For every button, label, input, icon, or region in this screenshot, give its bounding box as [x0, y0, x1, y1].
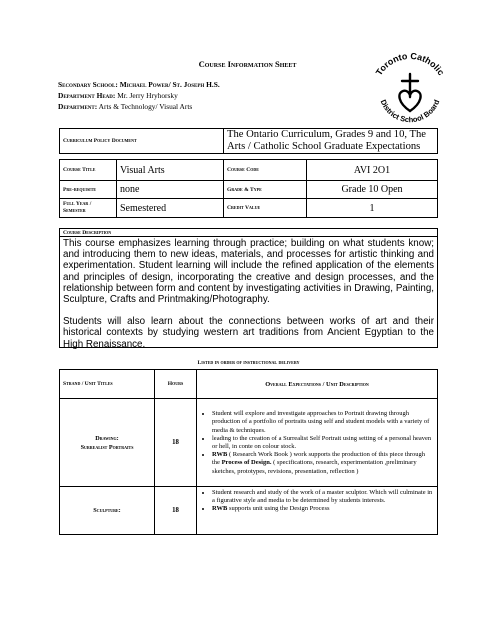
unit-title-drawing: [60, 399, 155, 487]
course-description-label: Course Description: [63, 230, 112, 236]
units-table: [59, 369, 438, 535]
course-description-p2: Students will also learn about the connections between works of art and their historical contexts by studying western art traditions from Ancient Egyptian to the High Renaissance.: [63, 316, 434, 350]
prereq-label: Pre-requisite: [60, 181, 117, 199]
logo-text-bottom: District School Board: [378, 98, 442, 125]
tcdsb-logo: [370, 49, 450, 133]
unit-title-sculpture-line1: Sculpture:: [93, 507, 121, 514]
school-label: Secondary School:: [58, 80, 118, 89]
department-value: Arts & Technology/ Visual Arts: [98, 102, 193, 111]
department-head-value: Mr. Jerry Hryhorsky: [117, 91, 178, 100]
prereq-value: none: [117, 181, 224, 199]
unit-title-sculpture: [60, 487, 155, 535]
hours-col-header: Hours: [155, 370, 197, 399]
unit-desc-sculpture: [197, 487, 438, 535]
bullet-item-rwb: • RWB supports unit using the Design Process: [212, 505, 434, 513]
unit-desc-drawing: [197, 399, 438, 487]
school-line: [58, 79, 220, 90]
course-description-box: [59, 228, 438, 348]
page-title: Course Information Sheet: [198, 59, 297, 69]
unit-hours-sculpture: 18: [155, 487, 197, 535]
bullet-item-rwb: • RWB ( Research Work Book ) work supports the production of this piece through the Process of Design. ( specifications, research, experimentation ,preliminary sketches, prototypes, revisions, presentation, reflection ): [212, 451, 434, 476]
course-title-label: Course Title: [60, 160, 117, 181]
year-semester-value: Semestered: [117, 199, 224, 218]
course-description-p1: This course emphasizes learning through practice; building on what students know; and introducing them to new ideas, materials, and processes for artistic thinking and experimentation. Student learning will include the refined application of the elements and principles of design, incorporating the creative and design processes, and the relationship between form and content by investigating activities in Drawing, Painting, Sculpture, Crafts and Printmaking/Photography.: [60, 236, 437, 305]
grade-type-label: Grade & Type: [224, 181, 307, 199]
course-info-table: [59, 128, 438, 218]
curriculum-value: The Ontario Curriculum, Grades 9 and 10, The Arts / Catholic School Graduate Expectations: [224, 129, 438, 154]
course-code-value: AVI 2O1: [307, 160, 438, 181]
logo-text-top: Toronto Catholic: [373, 50, 447, 78]
cross-heart-icon: [399, 74, 420, 111]
course-code-label: Course Code: [227, 167, 259, 173]
grade-type-value: Grade 10 Open: [307, 181, 438, 199]
year-semester-label: Full Year / Semester: [60, 199, 117, 218]
code-grade-labels: [224, 160, 307, 181]
overall-col-header: Overall Expectations / Unit Description: [197, 370, 438, 399]
curriculum-label: Curriculum Policy Document: [60, 129, 224, 154]
course-title-value: Visual Arts: [117, 160, 224, 181]
credit-value-value: 1: [307, 199, 438, 218]
department-head-line: [58, 90, 178, 101]
bullet-item: • Student will explore and investigate approaches to Portrait drawing through production of a portfolio of portraits using self and student models with a variety of media & techniques.: [212, 410, 434, 435]
unit-title-drawing-line2: Surrealist Portraits: [80, 443, 134, 451]
bullet-item: • Student research and study of the work of a master sculptor. Which will culminate in a figurative style and media to be determined by students interests.: [212, 489, 434, 505]
strand-col-header: Strand / Unit Titles: [60, 370, 155, 399]
credit-value-label: Credit Value: [224, 199, 307, 218]
department-head-label: Department Head:: [58, 91, 116, 100]
unit-hours-drawing: 18: [155, 399, 197, 487]
department-line: [58, 101, 192, 112]
unit-title-drawing-line1: Drawing:: [95, 434, 119, 442]
school-value: Michael Power/ St. Joseph H.S.: [119, 80, 220, 89]
listed-order-label: Listed in order of instructional delivery: [197, 360, 300, 366]
bullet-item: • leading to the creation of a Surrealist Self Portrait using setting of a personal heaven or hell, in conte on colour stock.: [212, 435, 434, 451]
department-label: Department:: [58, 102, 98, 111]
